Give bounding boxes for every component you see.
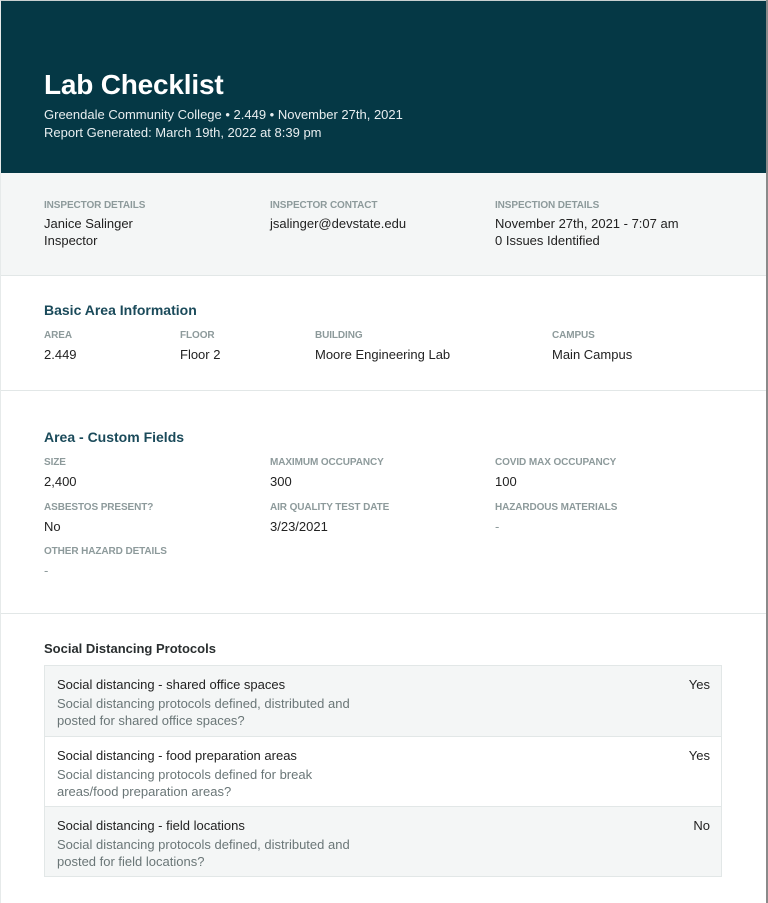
field-value: Main Campus <box>552 347 633 362</box>
field-label: ASBESTOS PRESENT? <box>44 502 154 513</box>
field-building <box>315 330 450 363</box>
field-label: HAZARDOUS MATERIALS <box>495 502 618 513</box>
field-value: No <box>44 519 61 534</box>
item-answer: Yes <box>688 748 710 763</box>
field-asbestos-present <box>44 502 153 535</box>
field-area <box>44 330 77 363</box>
section-title: Area - Custom Fields <box>44 429 185 445</box>
item-question: Social distancing - field locations <box>57 818 245 833</box>
item-question: Social distancing - food preparation areas <box>57 748 297 763</box>
basic-area-section <box>1 276 766 391</box>
page-title: Lab Checklist <box>44 69 224 100</box>
item-description: Social distancing protocols defined, distributed and posted for field locations? <box>57 837 350 869</box>
inspection-details <box>495 200 679 249</box>
field-covid-max-occupancy <box>495 457 616 490</box>
field-label: AREA <box>44 330 72 341</box>
field-label: OTHER HAZARD DETAILS <box>44 546 167 557</box>
field-value: 300 <box>270 474 292 489</box>
field-campus <box>552 330 632 363</box>
item-answer: No <box>693 818 710 833</box>
field-value: 2,400 <box>44 474 77 489</box>
field-other-hazard-details <box>44 546 167 579</box>
inspector-details-label: INSPECTOR DETAILS <box>44 200 146 211</box>
field-label: AIR QUALITY TEST DATE <box>270 502 390 513</box>
report-header <box>1 1 766 173</box>
issues-count: 0 Issues Identified <box>495 233 600 248</box>
field-value: 3/23/2021 <box>270 519 328 534</box>
field-label: MAXIMUM OCCUPANCY <box>270 457 384 468</box>
field-label: COVID MAX OCCUPANCY <box>495 457 617 468</box>
social-distancing-section <box>1 614 766 903</box>
field-size <box>44 457 77 490</box>
field-value: - <box>44 563 49 578</box>
checklist-item <box>45 736 721 806</box>
field-label: CAMPUS <box>552 330 595 341</box>
item-description: Social distancing protocols defined, distributed and posted for shared office spaces? <box>57 696 350 728</box>
field-label: SIZE <box>44 457 66 468</box>
inspector-email: jsalinger@devstate.edu <box>270 216 407 231</box>
inspection-datetime: November 27th, 2021 - 7:07 am <box>495 216 679 231</box>
checklist <box>44 665 722 877</box>
inspection-details-label: INSPECTION DETAILS <box>495 200 600 211</box>
section-title: Basic Area Information <box>44 302 197 318</box>
section-title: Social Distancing Protocols <box>44 641 216 656</box>
inspector-role: Inspector <box>44 233 98 248</box>
field-value: - <box>495 519 500 534</box>
item-question: Social distancing - shared office spaces <box>57 677 286 692</box>
field-floor <box>180 330 220 363</box>
field-hazardous-materials <box>495 502 617 535</box>
field-value: 2.449 <box>44 347 77 362</box>
report-subtitle: Greendale Community College • 2.449 • November 27th, 2021 <box>44 107 403 122</box>
inspector-name: Janice Salinger <box>44 216 133 231</box>
item-answer: Yes <box>688 677 710 692</box>
checklist-item <box>45 806 721 876</box>
checklist-item <box>45 666 721 736</box>
inspector-section <box>1 173 766 276</box>
inspector-contact-label: INSPECTOR CONTACT <box>270 200 378 211</box>
inspector-details <box>44 200 145 249</box>
report-generated-date: Report Generated: March 19th, 2022 at 8:39 pm <box>44 125 322 140</box>
field-label: FLOOR <box>180 330 215 341</box>
field-value: 100 <box>495 474 517 489</box>
field-value: Floor 2 <box>180 347 221 362</box>
field-value: Moore Engineering Lab <box>315 347 451 362</box>
inspector-contact <box>270 200 406 232</box>
field-air-quality-test-date <box>270 502 389 535</box>
field-maximum-occupancy <box>270 457 384 490</box>
custom-fields-section <box>1 391 766 614</box>
field-label: BUILDING <box>315 330 363 341</box>
item-description: Social distancing protocols defined for break areas/food preparation areas? <box>57 767 313 799</box>
